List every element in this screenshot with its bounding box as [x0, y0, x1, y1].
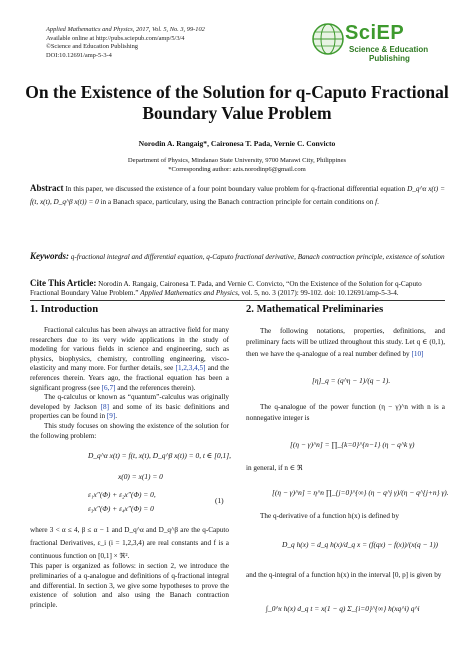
equation-1-line-2: x(0) = x(1) = 0 [118, 472, 163, 481]
abstract-text-2: in a Banach space, particulary, using the Banach contraction principle for certain conditions on [100, 198, 374, 206]
ref-link-1[interactable]: [1,2,3,4,5] [175, 364, 206, 373]
publisher-line: ©Science and Education Publishing [46, 43, 138, 51]
cite-text-1: Norodin A. Rangaig, Caironesa T. Pada, and Vernie C. Convicto, “On the Existence of the Solution for q-Caputo Fractional Boundary Value Problem.” [30, 280, 422, 297]
intro-paragraph-2 [30, 393, 229, 422]
abstract-end: . [377, 198, 379, 206]
prelim-p4: The q-derivative of a function h(x) is defined by [260, 512, 399, 520]
keywords-text: q-fractional integral and differential equation, q-Caputo fractional derivative, Banach contraction principle, existence of solution [70, 253, 445, 261]
citation [30, 279, 445, 298]
title-line1: On the Existence of the Solution for q-Caputo Fractional [25, 82, 449, 102]
cite-label: Cite This Article: [30, 278, 97, 288]
intro-p1a: Fractional calculus has been always an attractive field for many researchers due to its very wide applications in the study of modeling for various fields in science and engineering, such as physics, biophysics, chemistry, controlling engineering, visco-elasticity and many more. For further details, see [30, 326, 229, 373]
equation-q-number: [η]_q = (q^η − 1)/(q − 1). [312, 376, 391, 385]
prelim-paragraph-2 [246, 402, 445, 425]
affiliation [20, 156, 454, 174]
cite-journal: Applied Mathematics and Physics [140, 289, 238, 297]
ref-link-2[interactable]: [6,7] [101, 383, 116, 392]
equation-1-line-3: ε₁x″(Φ) + ε₂x″(Φ) = 0, [88, 490, 156, 499]
keywords-label: Keywords: [30, 251, 69, 261]
prelim-p1a: The following notations, properties, definitions, and preliminary facts will be utlized throughout this study. Let q ∈ (0,1), then we have the q-analogue of a real number defined by [246, 327, 445, 358]
intro-paragraph-5: This paper is organized as follows: in section 2, we introduce the preliminaries of a q-analogue and definitions of q-fractional integral and differential. In section 3, we give some hypotheses to prove the existence of solution and also using the Banach contraction principle. [30, 562, 229, 609]
intro-paragraph-4: where 3 < α ≤ 4, β ≤ α − 1 and D_q^α and D_q^β are the q-Caputo fractional Derivatives, ε_i (i = 1,2,3,4) are real constants and f is a continuous function on [0,1] × ℜ². [30, 526, 229, 560]
ref-link-3[interactable]: [8] [100, 402, 109, 411]
prelim-p2: The q-analogue of the power function (η − γ)^n with n is a nonnegative integer is [246, 403, 445, 423]
prelim-paragraph-1 [246, 326, 445, 360]
paper-title [20, 82, 454, 124]
prelim-paragraph-5 [246, 570, 445, 581]
abstract-formula: D_q^α x(t) = f(t, x(t), D_q^β x(t)) = 0 [30, 185, 446, 206]
intro-heading: 1. Introduction [30, 304, 99, 315]
intro-body [30, 326, 229, 441]
equation-q-derivative: D_q h(x) = d_q h(x)/d_q x = (f(qx) − f(x))/(x(q − 1)) [282, 540, 439, 549]
logo-name: SciEP [345, 22, 405, 44]
cite-text-2: , vol. 5, no. 3 (2017): 99-102. doi: 10.12691/amp-5-3-4. [237, 289, 399, 297]
title-line2: Boundary Value Problem [142, 103, 332, 123]
abstract-label: Abstract [30, 183, 64, 193]
ref-link-10[interactable]: [10] [411, 349, 424, 358]
corresponding-author[interactable]: *Corresponding author: azis.norodinp6@gmail.com [168, 166, 306, 173]
prelim-paragraph-4 [246, 512, 445, 522]
keywords [30, 252, 445, 262]
intro-p2b: and some of its basic definitions and properties can be found in [30, 402, 230, 421]
intro-body-2 [30, 524, 229, 610]
intro-p2a: The q-calculus or known as “quantum”-calculus was originally developed by Jackson [30, 393, 229, 411]
equation-q-integral: ∫_0^x h(x) d_q t = x(1 − q) Σ_{i=0}^{∞} h(xq^i) q^i [266, 604, 420, 613]
equation-q-power-general: [(η − γ)^n] = η^n ∏_{j=0}^{∞} (η − q^j γ)/(η − q^{j+n} γ). [272, 488, 449, 497]
intro-p1b: and the references therein. Years ago, the fractional equation has been a significant progress (see [30, 364, 230, 392]
abstract-text-1: In this paper, we discussed the existence of a four point boundary value problem for q-fractional differential equation [65, 185, 406, 193]
prelim-p3: in general, if n ∈ ℜ [246, 464, 303, 472]
logo-line2: Publishing [369, 54, 410, 63]
author-list: Norodin A. Rangaig*, Caironesa T. Pada, Vernie C. Convicto [138, 139, 336, 148]
equation-1-line-1: D_q^α x(t) = f(t, x(t), D_q^β x(t)) = 0, t ∈ [0,1], [88, 451, 231, 460]
publisher-logo [311, 18, 433, 66]
prelim-paragraph-3 [246, 464, 445, 474]
intro-p1c: and the references therein). [117, 383, 196, 392]
equation-1-number: (1) [215, 496, 224, 505]
journal-line: Applied Mathematics and Physics, 2017, Vol. 5, No. 3, 99-102 [46, 26, 205, 33]
doi-line[interactable]: DOI:10.12691/amp-5-3-4 [46, 51, 112, 59]
ref-link-4[interactable]: [9] [106, 412, 116, 421]
journal-header [46, 26, 205, 60]
online-line[interactable]: Available online at http://pubs.sciepub.com/amp/5/3/4 [46, 34, 185, 42]
equation-1-line-4: ε₃x″(Φ) + ε₄x″(Φ) = 0 [88, 504, 154, 513]
department: Department of Physics, Mindanao State University, 9700 Marawi City, Philippines [127, 157, 347, 164]
prelim-heading: 2. Mathematical Preliminaries [246, 304, 384, 315]
section-divider [30, 300, 445, 301]
abstract-f: f [375, 198, 378, 206]
abstract [30, 182, 445, 209]
globe-icon [311, 22, 345, 56]
logo-line1: Science & Education [349, 45, 429, 54]
equation-q-power: [(η − γ)^n] = ∏_{k=0}^{n−1} (η − q^k γ) [290, 440, 415, 449]
intro-paragraph-1 [30, 326, 229, 393]
prelim-p5: and the q-integral of a function h(x) in the interval [0, p] is given by [246, 571, 442, 579]
intro-paragraph-3: This study focuses on showing the existence of the solution for the following problem: [30, 421, 229, 440]
intro-p2c: . [115, 412, 118, 421]
